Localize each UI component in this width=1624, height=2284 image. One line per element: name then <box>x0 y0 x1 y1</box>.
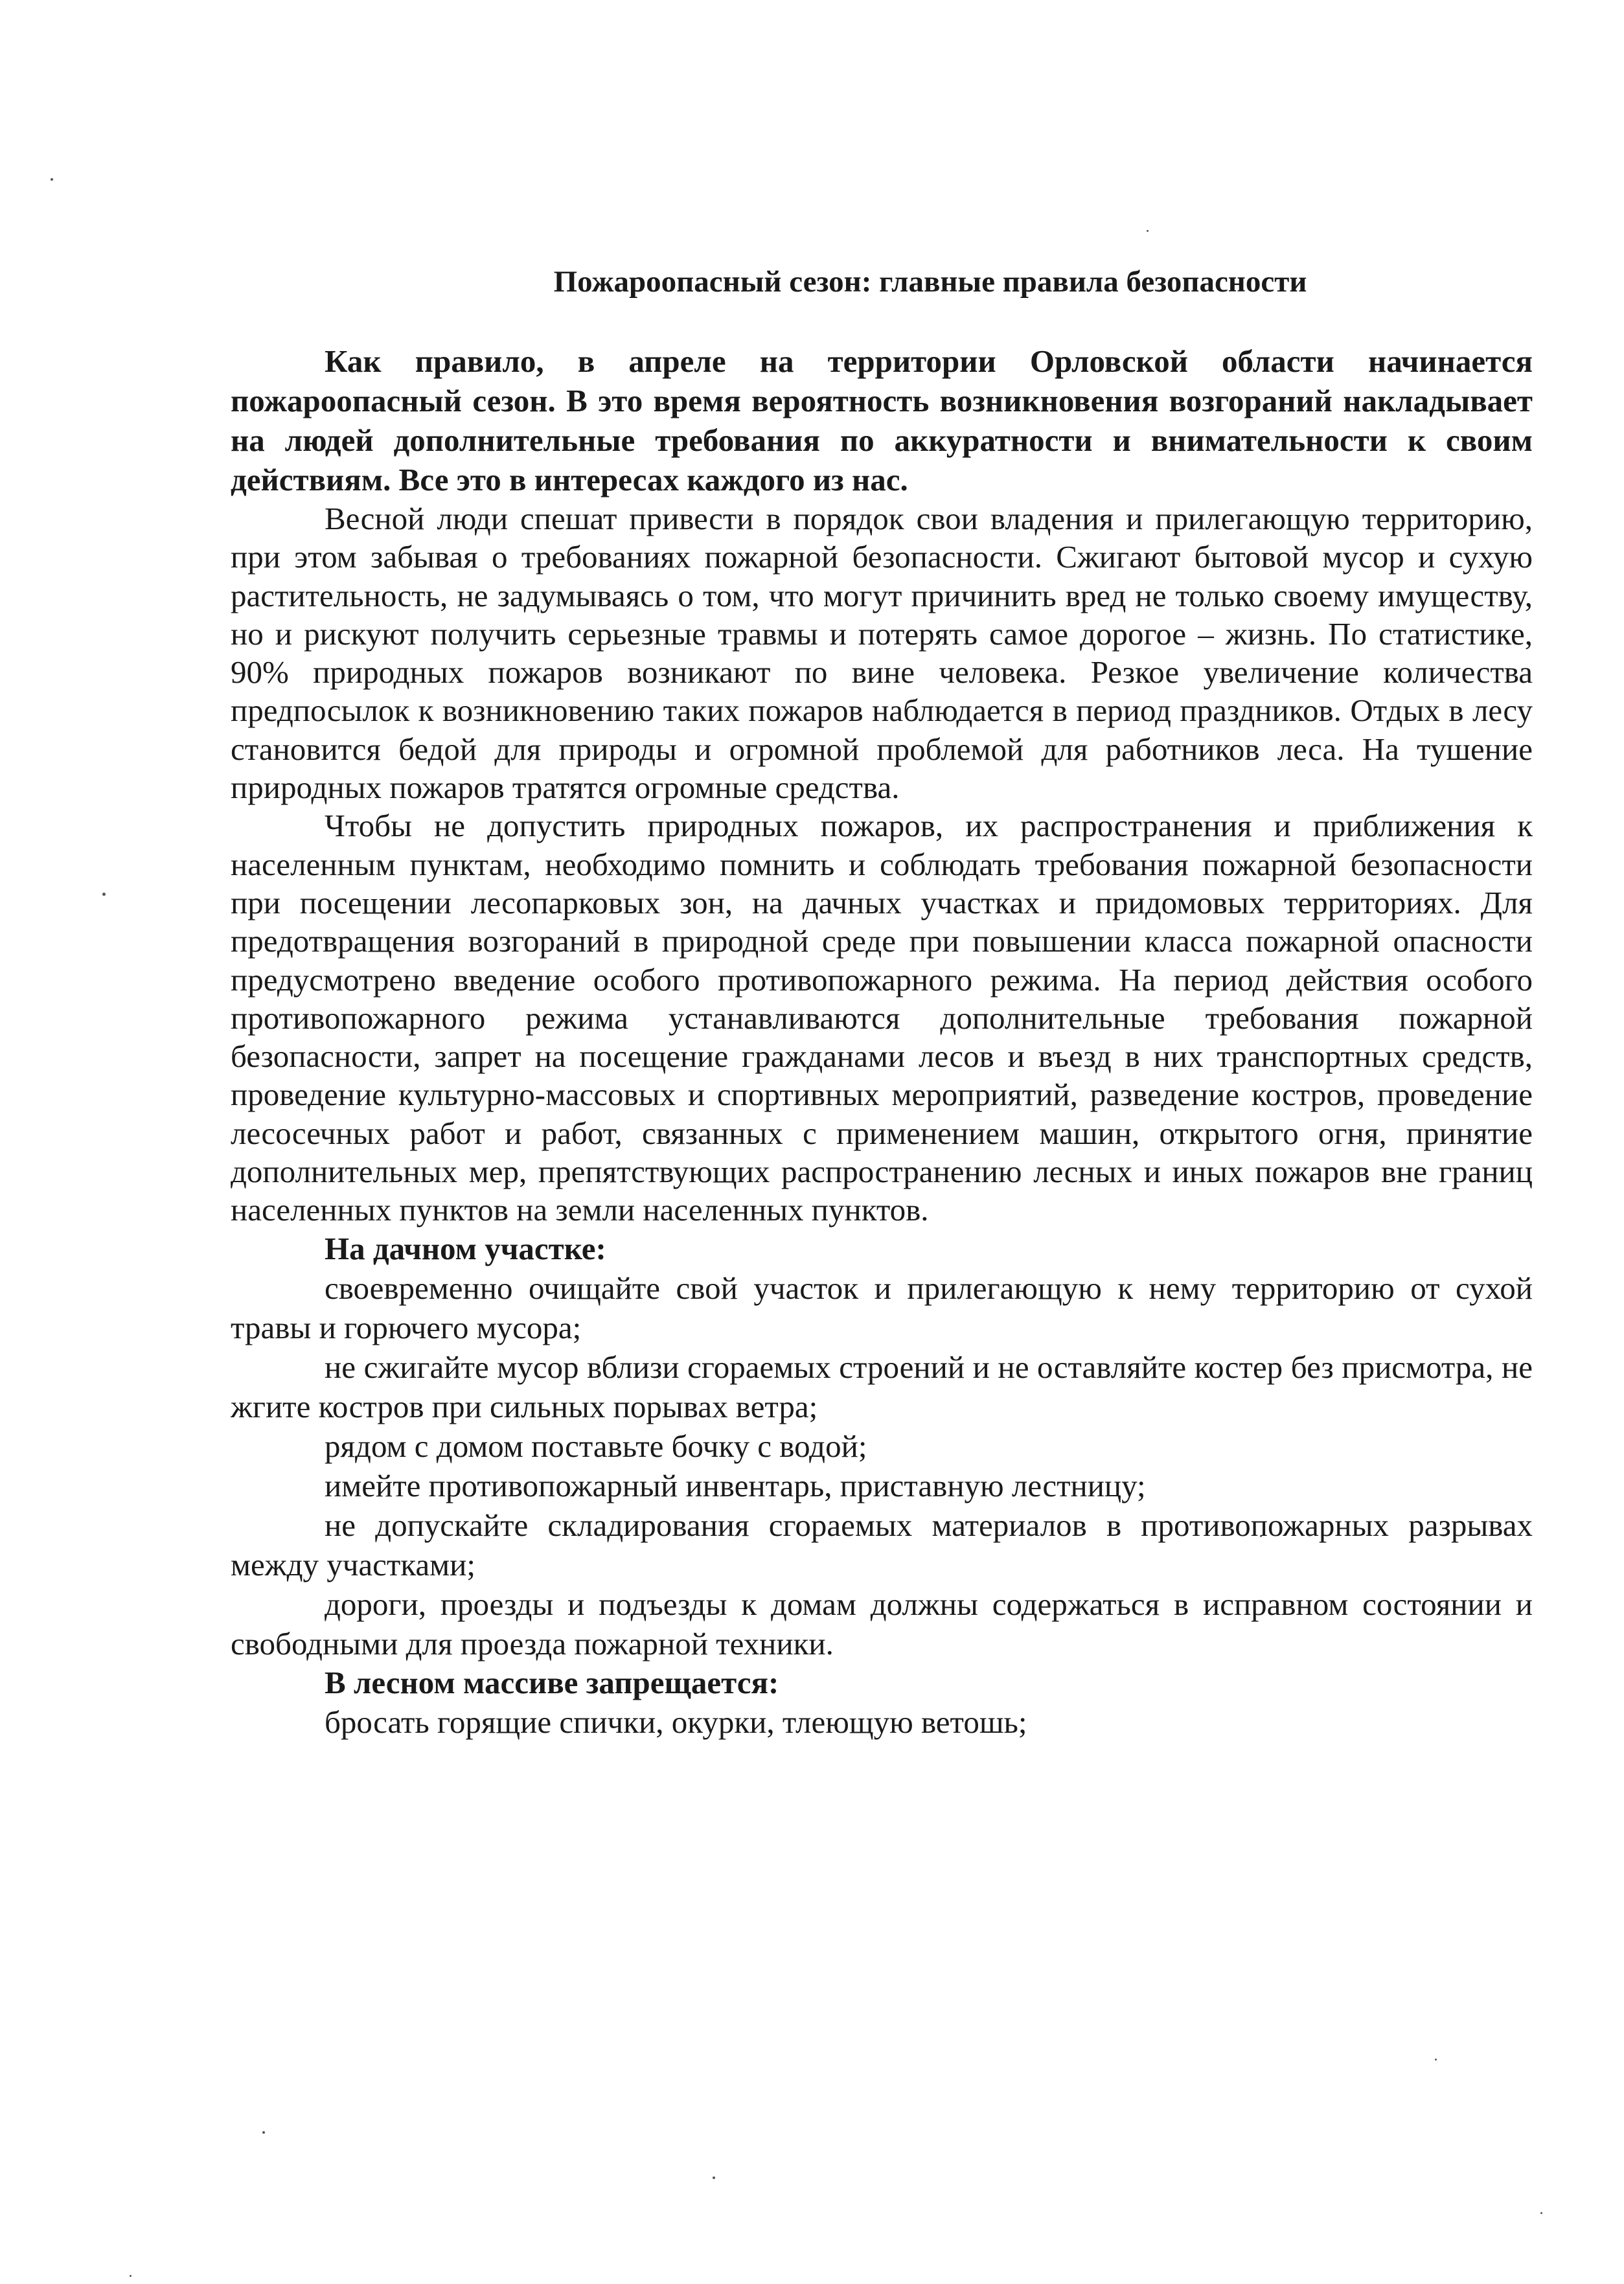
document-body <box>231 262 1533 1742</box>
list-item: своевременно очищайте свой участок и прилегающую к нему территорию от сухой травы и горючего мусора; <box>231 1270 1533 1345</box>
body-paragraph: Весной люди спешат привести в порядок свои владения и прилегающую территорию, при этом забывая о требованиях пожарной безопасности. Сжигают бытовой мусор и сухую растительность, не задумываясь о том, что могут причинить вред не только своему имуществу, но и рискуют получить серьезные травмы и потерять самое дорогое – жизнь. По статистике, 90% природных пожаров возникают по вине человека. Резкое увеличение количества предпосылок к возникновению таких пожаров наблюдается в период праздников. Отдых в лесу становится бедой для природы и огромной проблемой для работников леса. На тушение природных пожаров тратятся огромные средства. <box>231 501 1533 806</box>
list-item: рядом с домом поставьте бочку с водой; <box>325 1428 867 1464</box>
list-item: не сжигайте мусор вблизи сгораемых строений и не оставляйте костер без присмотра, не жгите костров при сильных порывах ветра; <box>231 1349 1533 1424</box>
scan-speck <box>1435 2059 1437 2061</box>
scan-speck <box>102 893 106 896</box>
scan-speck <box>1147 230 1149 232</box>
scan-speck <box>1540 2212 1542 2214</box>
list-item: не допускайте складирования сгораемых материалов в противопожарных разрывах между участками; <box>231 1507 1533 1582</box>
document-title: Пожароопасный сезон: главные правила безопасности <box>553 265 1307 299</box>
scan-speck <box>262 2131 265 2134</box>
lead-paragraph: Как правило, в апреле на территории Орловской области начинается пожароопасный сезон. В это время вероятность возникновения возгораний накладывает на людей дополнительные требования по аккуратности и внимательности к своим действиям. Все это в интересах каждого из нас. <box>231 343 1533 497</box>
list-item: дороги, проезды и подъезды к домам должны содержаться в исправном состоянии и свободными для проезда пожарной техники. <box>231 1586 1533 1662</box>
list-item: имейте противопожарный инвентарь, приставную лестницу; <box>325 1467 1146 1503</box>
list-item: бросать горящие спички, окурки, тлеющую ветошь; <box>325 1704 1027 1740</box>
dacha-heading: На дачном участке: <box>325 1230 606 1266</box>
scan-speck <box>51 178 53 181</box>
scan-speck <box>713 2176 715 2179</box>
body-paragraph: Чтобы не допустить природных пожаров, их распространения и приближения к населенным пунктам, необходимо помнить и соблюдать требования пожарной безопасности при посещении лесопарковых зон, на дачных участках и придомовых территориях. Для предотвращения возгораний в природной среде при повышении класса пожарной опасности предусмотрено введение особого противопожарного режима. На период действия особого противопожарного режима устанавливаются дополнительные требования пожарной безопасности, запрет на посещение гражданами лесов и въезд в них транспортных средств, проведение культурно-массовых и спортивных мероприятий, разведение костров, проведение лесосечных работ и работ, связанных с применением машин, открытого огня, принятие дополнительных мер, препятствующих распространению лесных и иных пожаров вне границ населенных пунктов на земли населенных пунктов. <box>231 808 1533 1228</box>
forest-heading: В лесном массиве запрещается: <box>325 1664 779 1700</box>
scan-speck <box>130 2275 132 2277</box>
